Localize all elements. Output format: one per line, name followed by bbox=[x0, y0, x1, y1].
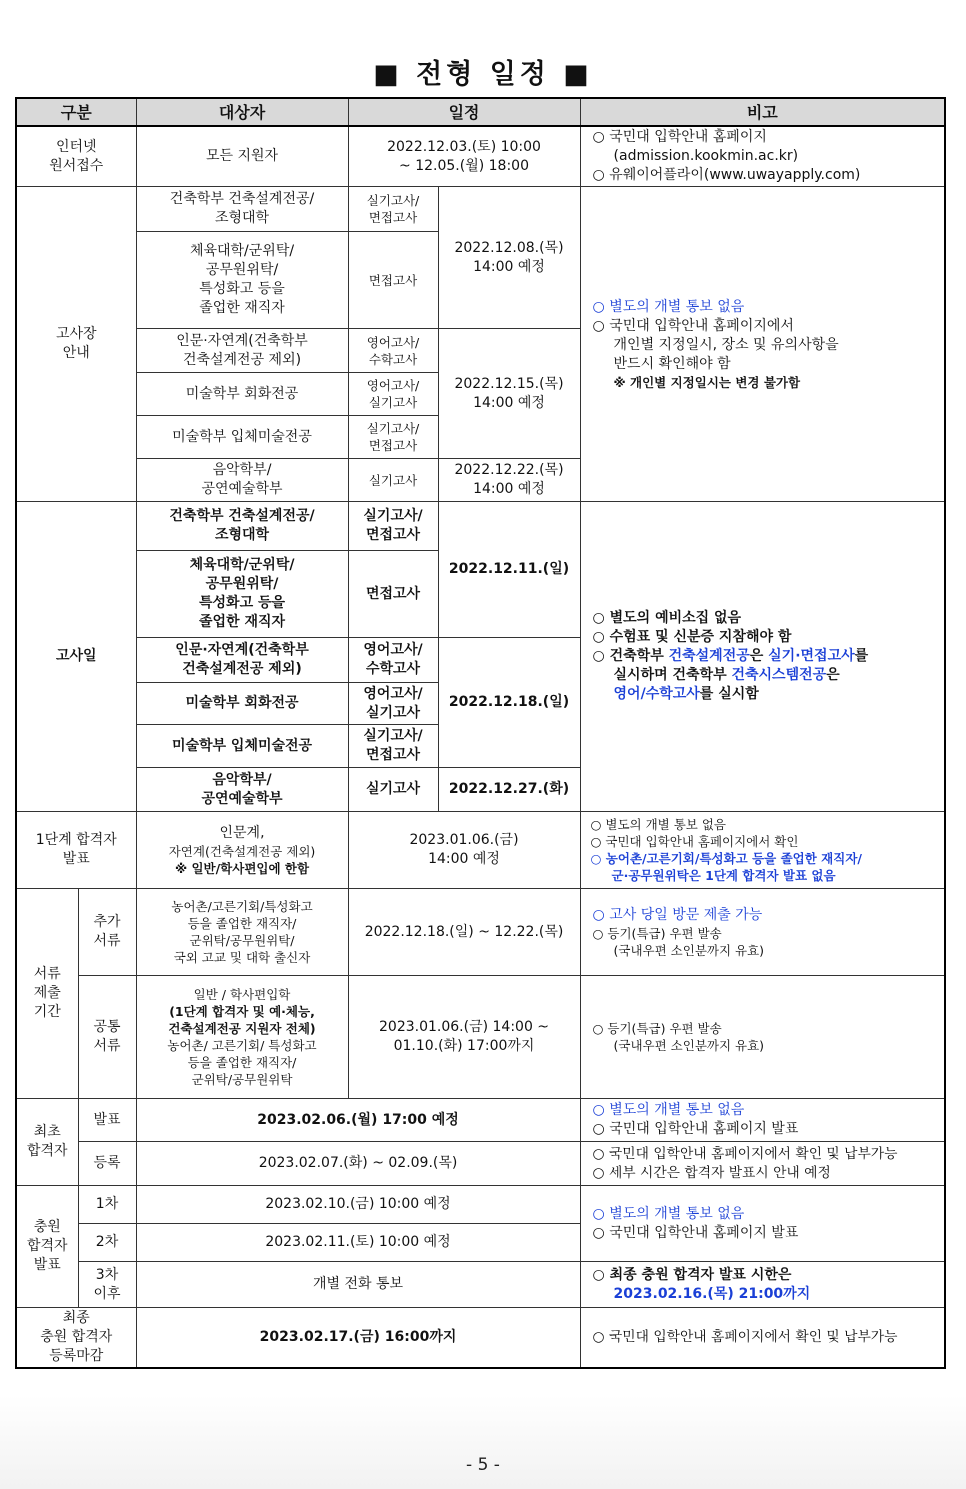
online-category: 인터넷 원서접수 bbox=[16, 126, 136, 187]
header-category: 구분 bbox=[16, 98, 136, 126]
row-docs-common bbox=[16, 976, 945, 1099]
online-target: 모든 지원자 bbox=[136, 126, 348, 187]
docs-common-target: 일반 / 학사편입학 (1단계 합격자 및 예·체능, 건축설계전공 지원자 전체) 농어촌/ 고른기회/ 특성화고 등을 졸업한 재직자/ 군위탁/공무원위탁 bbox=[136, 976, 348, 1099]
venue-type: 실기고사/ 면접고사 bbox=[348, 416, 438, 459]
row-final-waitlist bbox=[16, 1308, 945, 1369]
final-waitlist-schedule: 2023.02.17.(금) 16:00까지 bbox=[136, 1308, 580, 1369]
venue-date-3: 2022.12.22.(목) 14:00 예정 bbox=[438, 459, 580, 502]
header-target: 대상자 bbox=[136, 98, 348, 126]
row-waitlist-3 bbox=[16, 1262, 945, 1308]
venue-type: 면접고사 bbox=[348, 232, 438, 329]
docs-additional-schedule: 2022.12.18.(일) ~ 12.22.(목) bbox=[348, 889, 580, 976]
final-register-schedule: 2023.02.07.(화) ~ 02.09.(목) bbox=[136, 1142, 580, 1186]
examday-type: 실기고사 bbox=[348, 768, 438, 812]
page-title: ■ 전형 일정 ■ bbox=[373, 59, 593, 90]
venue-type: 실기고사 bbox=[348, 459, 438, 502]
venue-target: 체육대학/군위탁/ 공무원위탁/ 특성화고 등을 졸업한 재직자 bbox=[136, 232, 348, 329]
final-register-notes: ○ 국민대 입학안내 홈페이지에서 확인 및 납부가능 ○ 세부 시간은 합격자 발표시 안내 예정 bbox=[580, 1142, 945, 1186]
venue-date-2: 2022.12.15.(목) 14:00 예정 bbox=[438, 329, 580, 459]
venue-date-1: 2022.12.08.(목) 14:00 예정 bbox=[438, 187, 580, 329]
docs-common-schedule: 2023.01.06.(금) 14:00 ~ 01.10.(화) 17:00까지 bbox=[348, 976, 580, 1099]
venue-category: 고사장 안내 bbox=[16, 187, 136, 502]
waitlist-r2-schedule: 2023.02.11.(토) 10:00 예정 bbox=[136, 1224, 580, 1262]
header-notes: 비고 bbox=[580, 98, 945, 126]
waitlist-r1-schedule: 2023.02.10.(금) 10:00 예정 bbox=[136, 1186, 580, 1224]
venue-row bbox=[16, 187, 945, 232]
examday-target: 체육대학/군위탁/ 공무원위탁/ 특성화고 등을 졸업한 재직자 bbox=[136, 551, 348, 638]
page-number: - 5 - bbox=[466, 1455, 500, 1475]
online-schedule: 2022.12.03.(토) 10:00 ~ 12.05.(월) 18:00 bbox=[348, 126, 580, 187]
table-header-row bbox=[16, 98, 945, 126]
row-waitlist-1 bbox=[16, 1186, 945, 1224]
venue-target: 미술학부 입체미술전공 bbox=[136, 416, 348, 459]
header-schedule: 일정 bbox=[348, 98, 580, 126]
docs-common-notes: ○ 등기(특급) 우편 발송 (국내우편 소인분까지 유효) bbox=[580, 976, 945, 1099]
examday-type: 실기고사/ 면접고사 bbox=[348, 502, 438, 551]
examday-date-3: 2022.12.27.(화) bbox=[438, 768, 580, 812]
firststage-schedule: 2023.01.06.(금) 14:00 예정 bbox=[348, 812, 580, 889]
final-waitlist-notes: ○ 국민대 입학안내 홈페이지에서 확인 및 납부가능 bbox=[580, 1308, 945, 1369]
final-announce-schedule: 2023.02.06.(월) 17:00 예정 bbox=[136, 1099, 580, 1142]
examday-type: 실기고사/ 면접고사 bbox=[348, 725, 438, 768]
examday-category: 고사일 bbox=[16, 502, 136, 812]
final-register-label: 등록 bbox=[78, 1142, 136, 1186]
waitlist-r3-label: 3차 이후 bbox=[78, 1262, 136, 1308]
final-announce-label: 발표 bbox=[78, 1099, 136, 1142]
venue-type: 영어고사/ 수학고사 bbox=[348, 329, 438, 373]
examday-target: 인문·자연계(건축학부 건축설계전공 제외) bbox=[136, 638, 348, 683]
docs-additional-sub: 추가 서류 bbox=[78, 889, 136, 976]
waitlist-r1-label: 1차 bbox=[78, 1186, 136, 1224]
docs-additional-notes: ○ 고사 당일 방문 제출 가능 ○ 등기(특급) 우편 발송 (국내우편 소인분까지 유효) bbox=[580, 889, 945, 976]
examday-type: 영어고사/ 수학고사 bbox=[348, 638, 438, 683]
final-category: 최초 합격자 bbox=[16, 1099, 78, 1186]
firststage-notes: ○ 별도의 개별 통보 없음 ○ 국민대 입학안내 홈페이지에서 확인 ○ 농어촌/고른기회/특성화고 등을 졸업한 재직자/ 군·공무원위탁은 1단계 합격자 발표 없음 bbox=[580, 812, 945, 889]
venue-target: 인문·자연계(건축학부 건축설계전공 제외) bbox=[136, 329, 348, 373]
examday-target: 미술학부 회화전공 bbox=[136, 683, 348, 725]
examday-notes: ○ 별도의 예비소집 없음 ○ 수험표 및 신분증 지참해야 함 ○ 건축학부 건축설계전공은 실기·면접고사를 실시하며 건축학부 건축시스템전공은 영어/수학고사를 실시함 bbox=[580, 502, 945, 812]
row-first-stage bbox=[16, 812, 945, 889]
row-final-announce bbox=[16, 1099, 945, 1142]
examday-row bbox=[16, 502, 945, 551]
venue-type: 영어고사/ 실기고사 bbox=[348, 373, 438, 416]
examday-type: 면접고사 bbox=[348, 551, 438, 638]
row-online-application bbox=[16, 126, 945, 187]
row-final-register bbox=[16, 1142, 945, 1186]
examday-target: 건축학부 건축설계전공/ 조형대학 bbox=[136, 502, 348, 551]
schedule-table bbox=[15, 97, 946, 1369]
waitlist-category: 충원 합격자 발표 bbox=[16, 1186, 78, 1308]
waitlist-r2-label: 2차 bbox=[78, 1224, 136, 1262]
final-announce-notes: ○ 별도의 개별 통보 없음 ○ 국민대 입학안내 홈페이지 발표 bbox=[580, 1099, 945, 1142]
row-docs-additional bbox=[16, 889, 945, 976]
firststage-target: 인문계, 자연계(건축설계전공 제외) ※ 일반/학사편입에 한함 bbox=[136, 812, 348, 889]
examday-type: 영어고사/ 실기고사 bbox=[348, 683, 438, 725]
docs-additional-target: 농어촌/고른기회/특성화고 등을 졸업한 재직자/ 군위탁/공무원위탁/ 국외 고교 및 대학 출신자 bbox=[136, 889, 348, 976]
venue-target: 미술학부 회화전공 bbox=[136, 373, 348, 416]
venue-type: 실기고사/ 면접고사 bbox=[348, 187, 438, 232]
venue-target: 건축학부 건축설계전공/ 조형대학 bbox=[136, 187, 348, 232]
examday-date-1: 2022.12.11.(일) bbox=[438, 502, 580, 638]
final-waitlist-category: 최종 충원 합격자 등록마감 bbox=[16, 1308, 136, 1369]
waitlist-r12-notes: ○ 별도의 개별 통보 없음 ○ 국민대 입학안내 홈페이지 발표 bbox=[580, 1186, 945, 1262]
firststage-category: 1단계 합격자 발표 bbox=[16, 812, 136, 889]
docs-common-sub: 공통 서류 bbox=[78, 976, 136, 1099]
venue-notes: ○ 별도의 개별 통보 없음 ○ 국민대 입학안내 홈페이지에서 개인별 지정일시, 장소 및 유의사항을 반드시 확인해야 함 ※ 개인별 지정일시는 변경 불가함 bbox=[580, 187, 945, 502]
venue-target: 음악학부/ 공연예술학부 bbox=[136, 459, 348, 502]
examday-target: 미술학부 입체미술전공 bbox=[136, 725, 348, 768]
examday-date-2: 2022.12.18.(일) bbox=[438, 638, 580, 768]
waitlist-r3-notes: ○ 최종 충원 합격자 발표 시한은 2023.02.16.(목) 21:00까지 bbox=[580, 1262, 945, 1308]
waitlist-r3-schedule: 개별 전화 통보 bbox=[136, 1262, 580, 1308]
online-notes: ○ 국민대 입학안내 홈페이지 (admission.kookmin.ac.kr) ○ 유웨이어플라이(www.uwayapply.com) bbox=[580, 126, 945, 187]
docs-category: 서류 제출 기간 bbox=[16, 889, 78, 1099]
examday-target: 음악학부/ 공연예술학부 bbox=[136, 768, 348, 812]
